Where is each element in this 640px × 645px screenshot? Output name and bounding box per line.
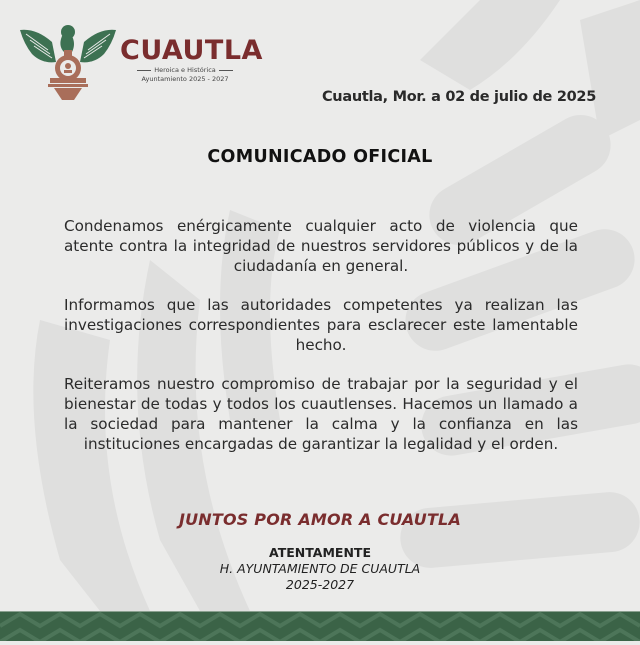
- divider: [219, 70, 233, 71]
- brand-period: Ayuntamiento 2025 - 2027: [141, 75, 229, 83]
- brand-name: CUAUTLA: [120, 35, 263, 66]
- slogan: JUNTOS POR AMOR A CUAUTLA: [178, 510, 462, 529]
- paragraph-1: Condenamos enérgicamente cualquier acto de violencia que atente contra la integridad de nuestros servidores públicos y de la ciudadanía en general.: [64, 217, 578, 275]
- eagle-train-emblem-icon: [18, 20, 118, 102]
- brand-block: [120, 36, 263, 84]
- paragraph-3: Reiteramos nuestro compromiso de trabajar por la seguridad y el bienestar de todas y todos los cuautlenses. Hacemos un llamado a la sociedad para mantener la calma y la confianza en las instituciones encargadas de garantizar la legalidad y el orden.: [64, 375, 578, 453]
- signature-entity: H. AYUNTAMIENTO DE CUAUTLA: [219, 561, 421, 576]
- date-line: Cuautla, Mor. a 02 de julio de 2025: [321, 89, 596, 105]
- brand-tagline-row: [120, 66, 250, 75]
- document-title: COMUNICADO OFICIAL: [207, 147, 433, 167]
- signature-period: 2025-2027: [285, 577, 355, 592]
- document-body: [64, 216, 578, 473]
- paragraph-2: Informamos que las autoridades competentes ya realizan las investigaciones correspondientes para esclarecer este lamentable hecho.: [64, 296, 578, 354]
- signature-block: [0, 545, 640, 593]
- signature-closing: ATENTAMENTE: [269, 545, 371, 560]
- footer-band: [0, 611, 640, 641]
- divider: [137, 70, 151, 71]
- brand-tagline: Heroica e Histórica: [154, 66, 216, 74]
- municipal-emblem: [18, 20, 118, 102]
- zigzag-pattern-icon: [0, 612, 640, 641]
